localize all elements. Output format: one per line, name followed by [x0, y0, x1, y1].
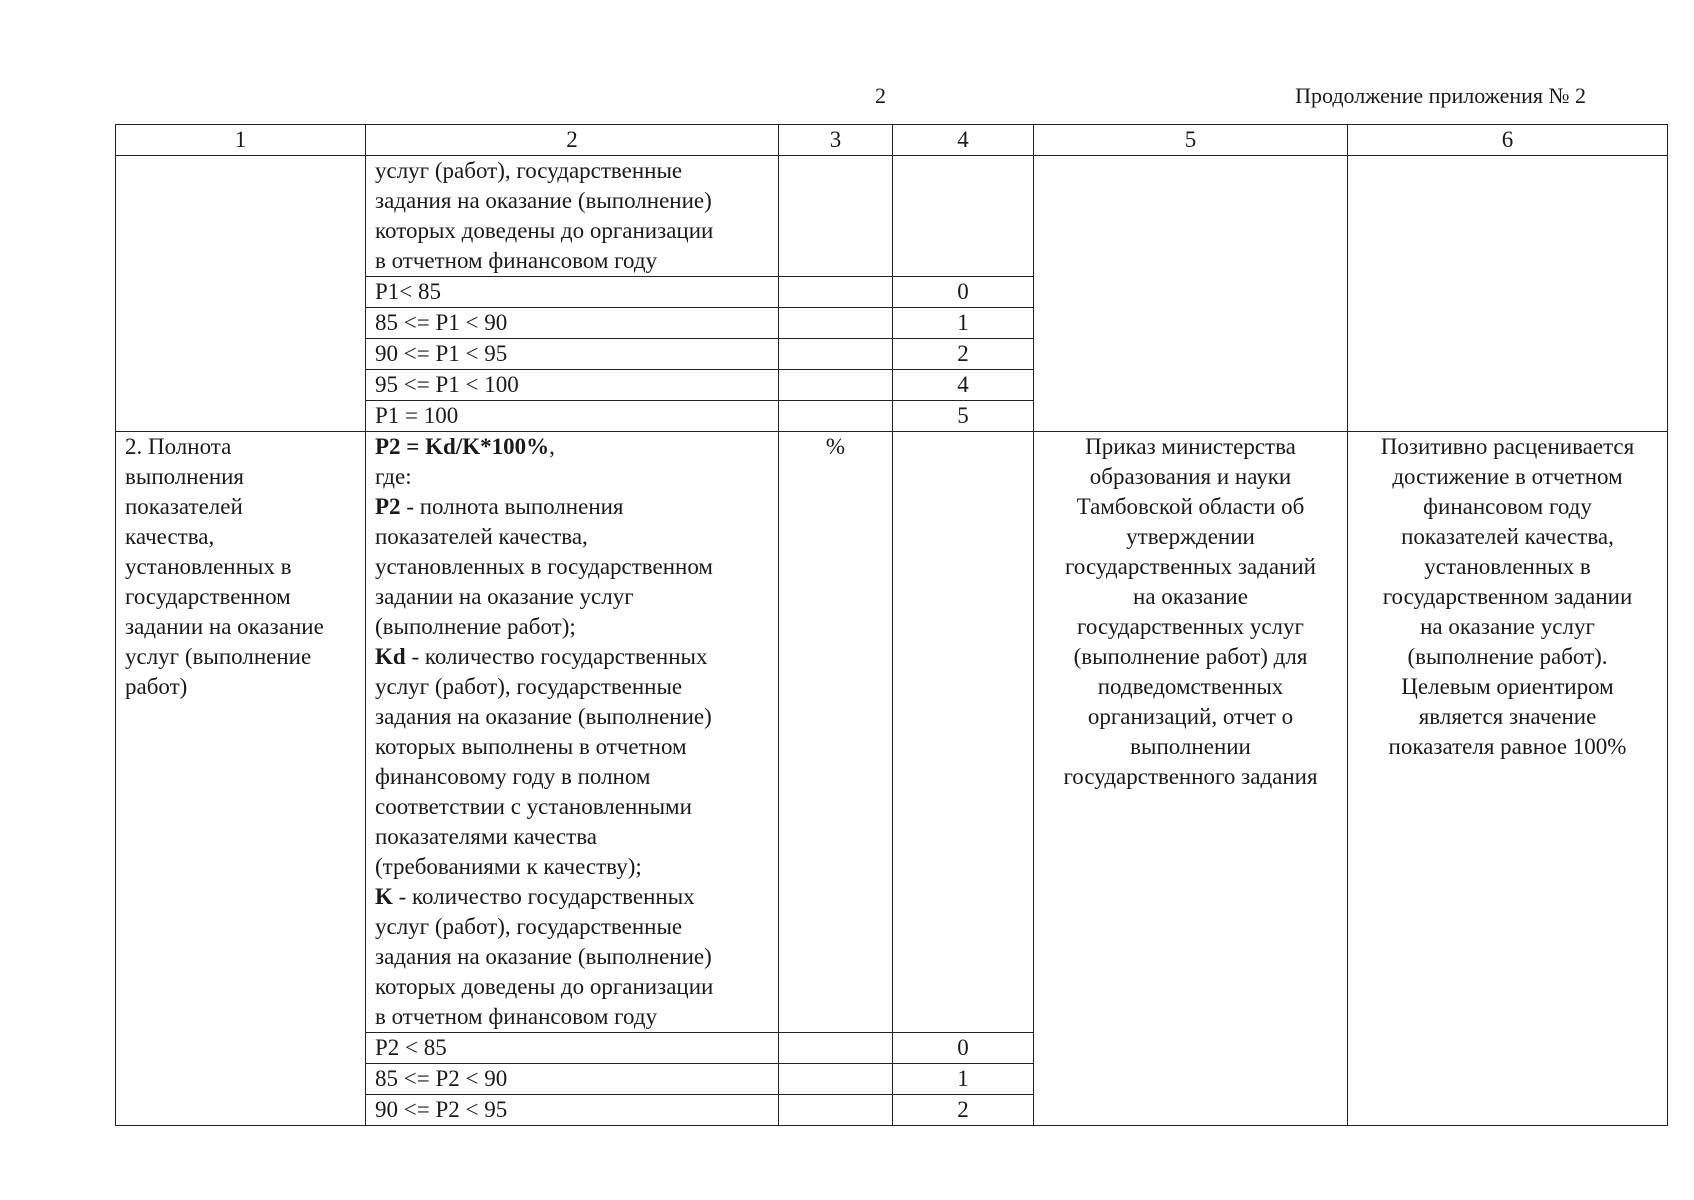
score-value: 5 — [893, 401, 1034, 432]
score-value: 2 — [893, 1095, 1034, 1126]
col-2-header: 2 — [366, 125, 779, 156]
score-value: 0 — [893, 277, 1034, 308]
formula: P2 = Kd/K*100% — [375, 434, 550, 459]
block1-name-cell — [116, 156, 366, 432]
col-5-header: 5 — [1034, 125, 1348, 156]
where-label: где: — [375, 464, 412, 489]
score-value: 4 — [893, 370, 1034, 401]
score-value: 2 — [893, 339, 1034, 370]
score-condition: 85 <= P1 < 90 — [366, 308, 779, 339]
block1-comment-cell — [1348, 156, 1668, 432]
column-number-row — [116, 125, 1668, 156]
score-value: 1 — [893, 1064, 1034, 1095]
source-cell: Приказ министерства образования и науки Тамбовской области об утверждении государственных заданий на оказание государственных услуг (выполнение работ) для подведомственных организаций, отчет о выполнении государственного задания — [1034, 432, 1348, 1126]
score-condition: 90 <= P1 < 95 — [366, 339, 779, 370]
col-3-header: 3 — [779, 125, 893, 156]
score-value: 1 — [893, 308, 1034, 339]
score-condition: 95 <= P1 < 100 — [366, 370, 779, 401]
score-condition: 90 <= P2 < 95 — [366, 1095, 779, 1126]
unit-cell: % — [779, 432, 893, 1033]
term-k: K — [375, 884, 393, 909]
block2-score-blank — [893, 432, 1034, 1033]
score-condition: P1 = 100 — [366, 401, 779, 432]
col-4-header: 4 — [893, 125, 1034, 156]
score-value: 0 — [893, 1033, 1034, 1064]
continuation-title: Продолжение приложения № 2 — [1295, 83, 1586, 108]
score-condition: P1< 85 — [366, 277, 779, 308]
block1-unit-cell — [779, 156, 893, 277]
score-condition: 85 <= P2 < 90 — [366, 1064, 779, 1095]
term-p2: P2 — [375, 494, 401, 519]
block2-formula-cell: P2 = Kd/K*100%, где: P2 - полнота выполнения показателей качества, установленных в государственном задании на оказание услуг (выполнение работ); Kd - количество государственных услуг (работ), государственные задания на оказание (выполнение) которых выполнены в отчетном финансовому году в полном соответствии с установленными показателями качества (требованиями к качеству); K - количество государственных услуг (работ), государственные задания на оказание (выполнение) которых доведены до организации в отчетном финансовом году — [366, 432, 779, 1033]
term-kd: Kd — [375, 644, 406, 669]
block1-description: услуг (работ), государственные задания на оказание (выполнение) которых доведены до организации в отчетном финансовом году — [366, 156, 779, 277]
block2-name-cell: 2. Полнота выполнения показателей качества, установленных в государственном задании на оказание услуг (выполнение работ) — [116, 432, 366, 1126]
score-condition: P2 < 85 — [366, 1033, 779, 1064]
block1-text-row — [116, 156, 1668, 277]
comment-cell: Позитивно расценивается достижение в отчетном финансовом году показателей качества, установленных в государственном задании на оказание услуг (выполнение работ). Целевым ориентиром является значение показателя равное 100% — [1348, 432, 1668, 1126]
block1-score-blank — [893, 156, 1034, 277]
col-6-header: 6 — [1348, 125, 1668, 156]
block2-text-row — [116, 432, 1668, 1033]
indicator-table — [115, 124, 1668, 1126]
col-1-header: 1 — [116, 125, 366, 156]
page-number: 2 — [875, 83, 886, 108]
block1-source-cell — [1034, 156, 1348, 432]
